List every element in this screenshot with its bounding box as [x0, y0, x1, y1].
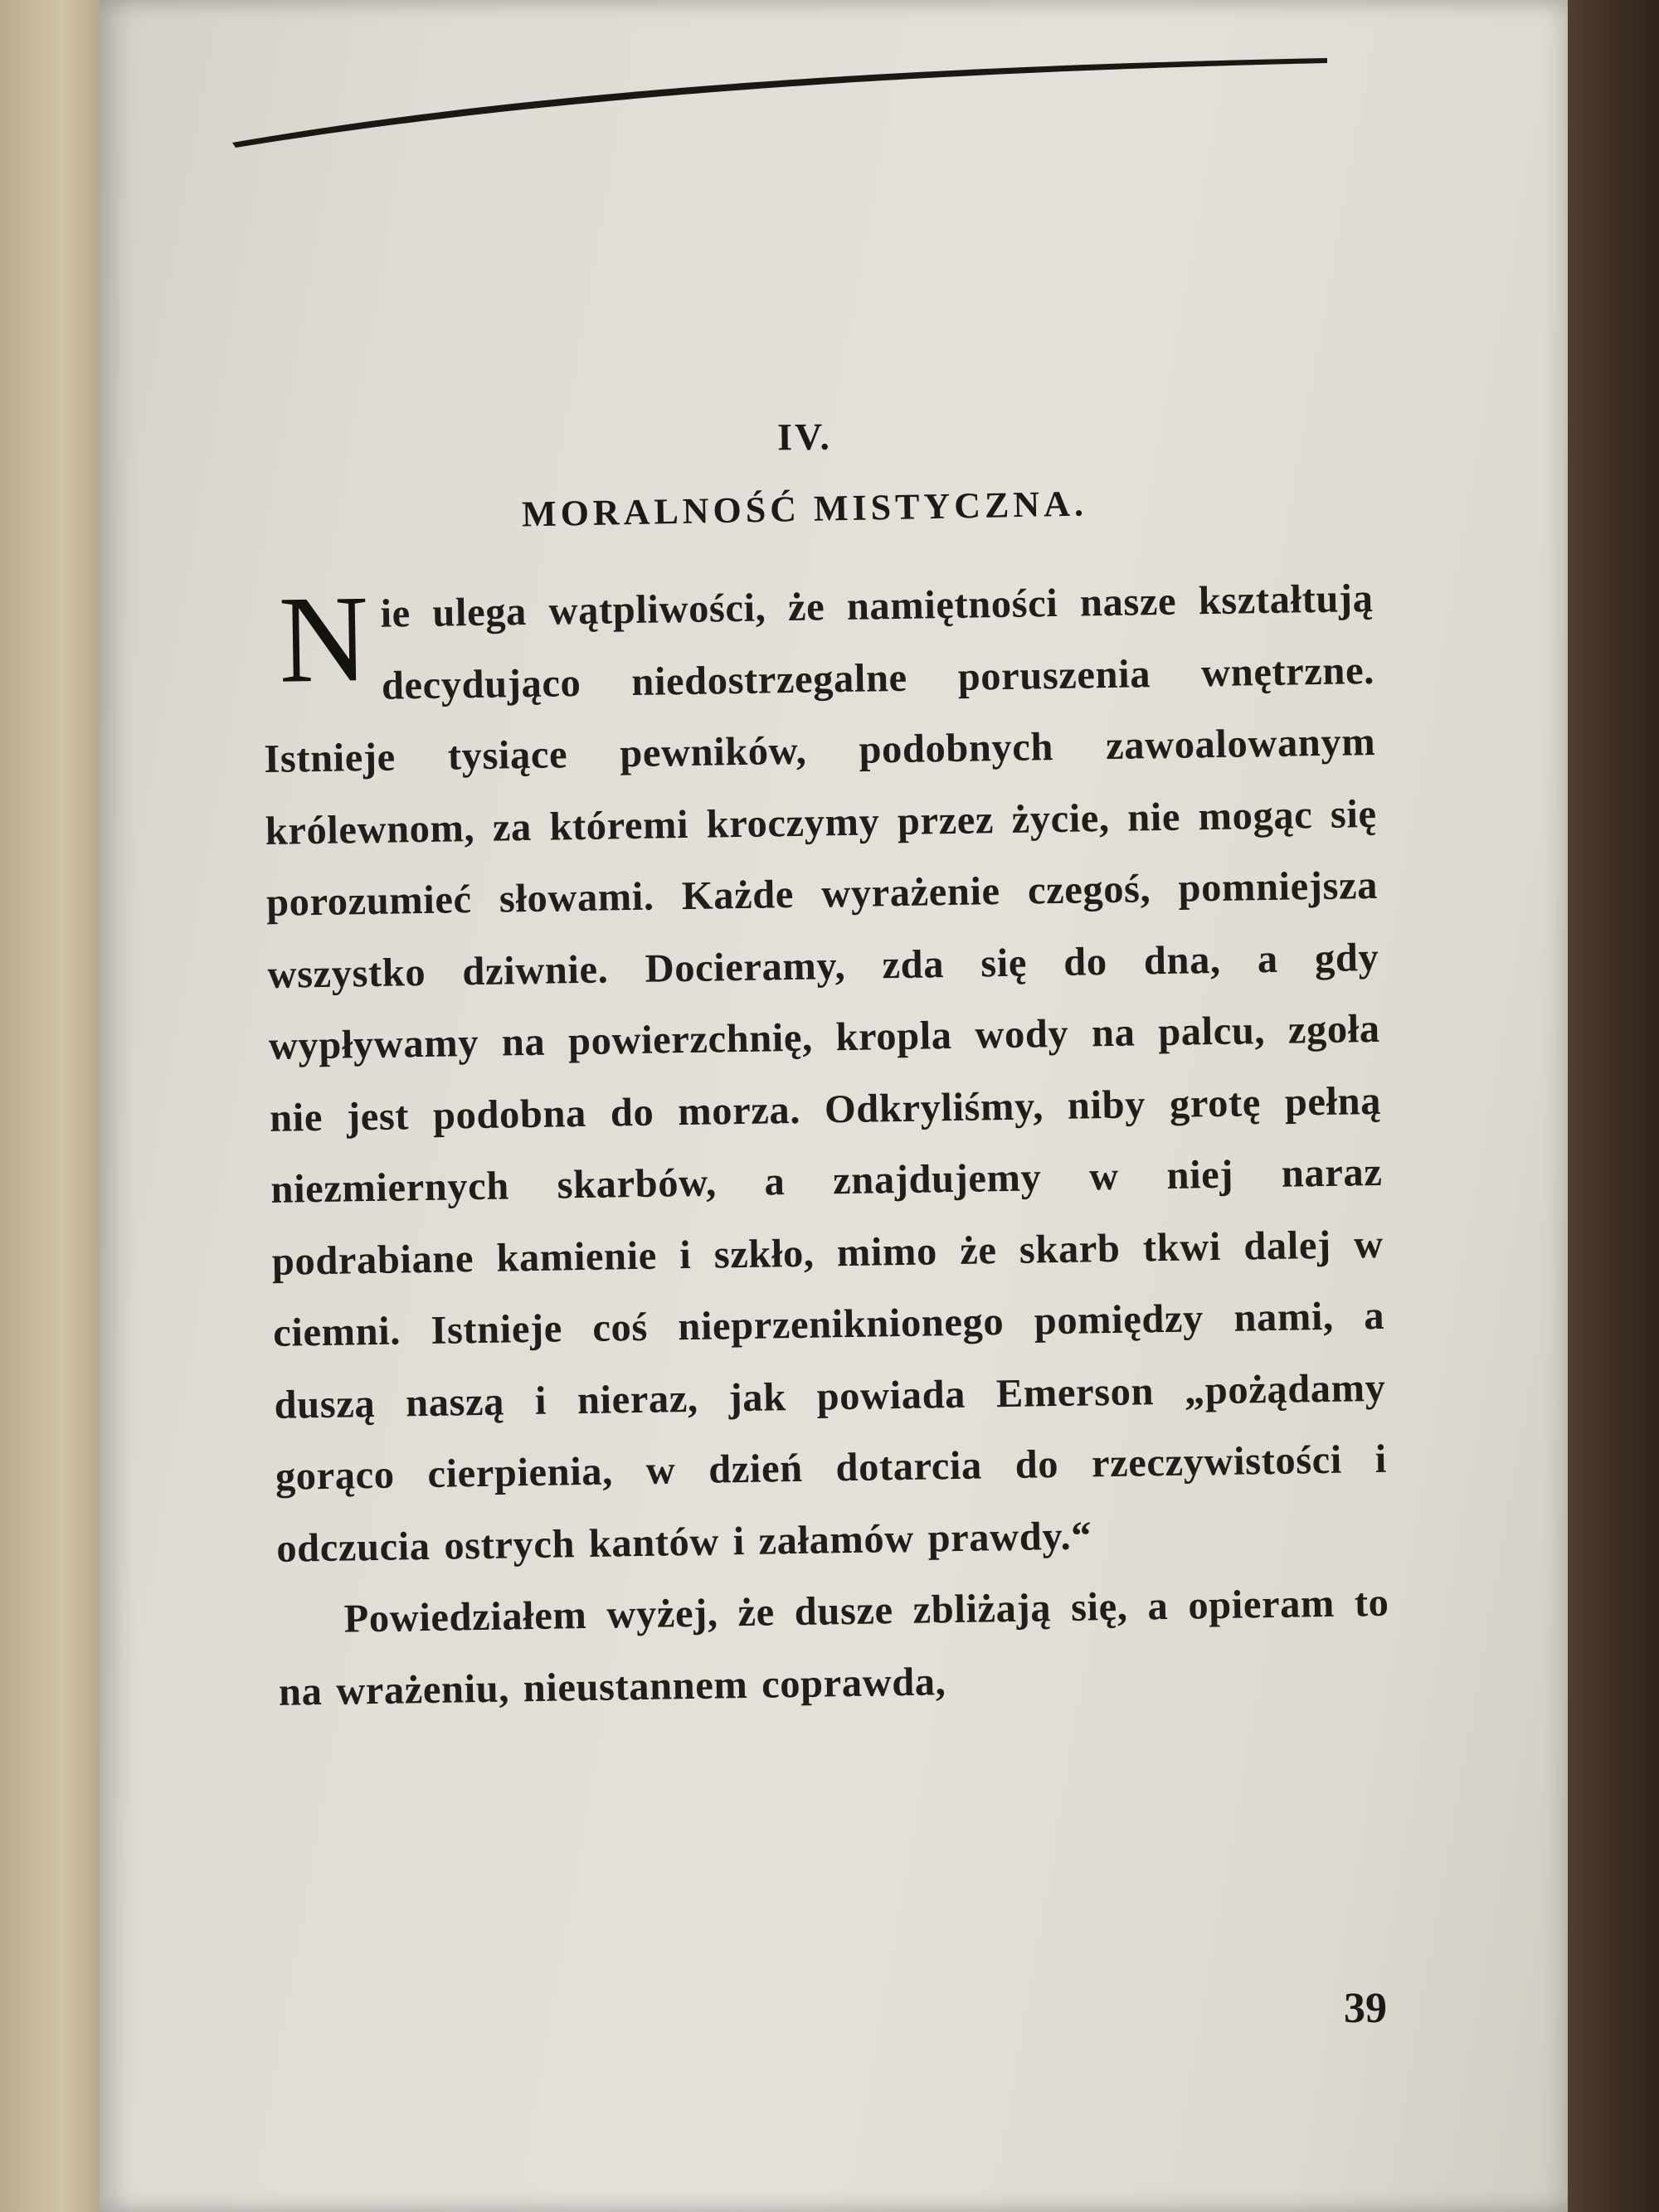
- book-page: [100, 0, 1568, 2212]
- body-text: [261, 563, 1391, 1728]
- chapter-number: IV.: [776, 415, 833, 459]
- header-rule-stroke: [232, 58, 1327, 148]
- header-rule: [232, 50, 1327, 149]
- page-number: 39: [1344, 1985, 1387, 2032]
- paragraph-2: Powiedziałem wyżej, że dusze zbliżają się, a opieram to na wrażeniu, nieustannem coprawda,: [278, 1580, 1389, 1714]
- paragraph-1-text: ie ulega wątpliwości, że namiętności nasze kształtują decydująco niedostrzegalne poruszenia wnętrzne. Istnieje tysiące pewników, podobnych zawoalowanym królewnom, za któremi kroczymy przez życie, nie mogąc się porozumieć słowami. Każde wyrażenie czegoś, pomniejsza wszystko dziwnie. Docieramy, zda się do dna, a gdy wypływamy na powierzchnię, kropla wody na palcu, zgoła nie jest podobna do morza. Odkryliśmy, niby grotę pełną niezmiernych skarbów, a znajdujemy w niej naraz podrabiane kamienie i szkło, mimo że skarb tkwi dalej w ciemni. Istnieje coś nieprzeniknionego pomiędzy nami, a duszą naszą i nieraz, jak powiada Emerson „pożądamy gorąco cierpienia, w dzień dotarcia do rzeczywistości i odczucia ostrych kantów i załamów prawdy.“: [263, 576, 1388, 1571]
- drop-cap: N: [277, 569, 371, 709]
- chapter-title: MORALNOŚĆ MISTYCZNA.: [521, 483, 1088, 535]
- paragraph-1: [261, 563, 1389, 1585]
